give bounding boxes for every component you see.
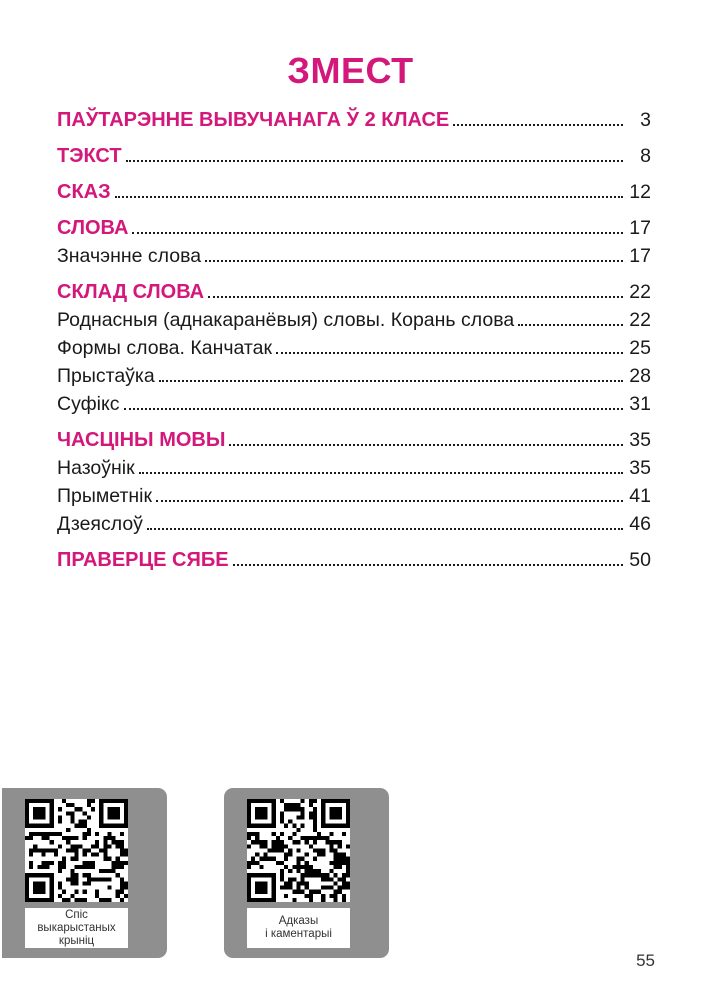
toc-subsection-row[interactable]	[57, 334, 651, 362]
qr-card-sources[interactable]	[2, 788, 167, 958]
toc-label: ТЭКСТ	[57, 145, 122, 167]
toc-page-number: 3	[640, 109, 651, 131]
toc-page-number: 25	[629, 337, 651, 359]
qr-code-icon[interactable]	[25, 799, 128, 902]
toc-page-number: 50	[629, 549, 651, 571]
leader-dots	[229, 443, 623, 446]
qr-caption-line: Спіс	[65, 908, 88, 921]
qr-caption-line: і каментарыі	[265, 928, 332, 940]
leader-dots	[233, 563, 623, 566]
leader-dots	[132, 231, 623, 234]
leader-dots	[126, 159, 623, 162]
toc-label: Суфікс	[57, 393, 120, 415]
toc-label: Прыстаўка	[57, 365, 155, 387]
toc-subsection-row[interactable]	[57, 454, 651, 482]
leader-dots	[276, 351, 623, 354]
toc-page-number: 46	[629, 513, 651, 535]
toc-label: СКЛАД СЛОВА	[57, 281, 205, 303]
qr-caption-line: крыніц	[58, 934, 95, 947]
toc-subsection-row[interactable]	[57, 362, 651, 390]
toc-section-row[interactable]	[57, 278, 651, 306]
leader-dots	[147, 527, 623, 530]
leader-dots	[139, 471, 623, 474]
toc-subsection-row[interactable]	[57, 482, 651, 510]
toc-page-number: 22	[629, 309, 651, 331]
toc-label: Назоўнік	[57, 457, 135, 479]
toc-subsection-row[interactable]	[57, 390, 651, 418]
toc-label: Дзеяслоў	[57, 513, 143, 535]
toc-page-number: 22	[629, 281, 651, 303]
toc-page-number: 41	[629, 485, 651, 507]
toc-page-number: 35	[629, 457, 651, 479]
toc-page-number: 31	[629, 393, 651, 415]
leader-dots	[208, 295, 623, 298]
leader-dots	[453, 123, 623, 126]
toc-label: Прыметнік	[57, 485, 153, 507]
toc-page-number: 17	[629, 217, 651, 239]
toc-page-number: 12	[629, 181, 651, 203]
toc-label: ПРАВЕРЦЕ СЯБЕ	[57, 549, 229, 571]
leader-dots	[124, 407, 624, 410]
toc-label: Значэнне слова	[57, 245, 202, 267]
qr-caption	[25, 908, 128, 948]
toc-subsection-row[interactable]	[57, 510, 651, 538]
toc-label: СЛОВА	[57, 217, 129, 239]
leader-dots	[518, 323, 623, 326]
page-number: 55	[636, 951, 655, 970]
toc-section-row[interactable]	[57, 106, 651, 134]
toc-page-number: 17	[629, 245, 651, 267]
toc-label: ПАЎТАРЭННЕ ВЫВУЧАНАГА Ў 2 КЛАСЕ	[57, 109, 450, 131]
leader-dots	[156, 499, 623, 502]
leader-dots	[205, 259, 623, 262]
qr-caption	[247, 908, 350, 948]
toc-section-row[interactable]	[57, 546, 651, 574]
qr-caption-line: выкарыстаных	[37, 921, 116, 934]
toc-label: Роднасныя (аднакаранёвыя) словы. Корань слова	[57, 309, 515, 331]
toc-section-row[interactable]	[57, 214, 651, 242]
toc-section-row[interactable]	[57, 178, 651, 206]
table-of-contents	[57, 106, 651, 574]
qr-code-icon[interactable]	[247, 799, 350, 902]
page-title: ЗМЕСТ	[287, 50, 414, 91]
toc-subsection-row[interactable]	[57, 242, 651, 270]
toc-label: ЧАСЦІНЫ МОВЫ	[57, 429, 226, 451]
toc-subsection-row[interactable]	[57, 306, 651, 334]
toc-section-row[interactable]	[57, 142, 651, 170]
leader-dots	[159, 379, 623, 382]
toc-page-number: 35	[629, 429, 651, 451]
qr-caption-line: Адказы	[278, 915, 319, 927]
toc-label: СКАЗ	[57, 181, 111, 203]
toc-page-number: 8	[640, 145, 651, 167]
toc-label: Формы слова. Канчатак	[57, 337, 273, 359]
leader-dots	[115, 195, 623, 198]
qr-card-answers[interactable]	[224, 788, 389, 958]
toc-section-row[interactable]	[57, 426, 651, 454]
toc-page-number: 28	[629, 365, 651, 387]
